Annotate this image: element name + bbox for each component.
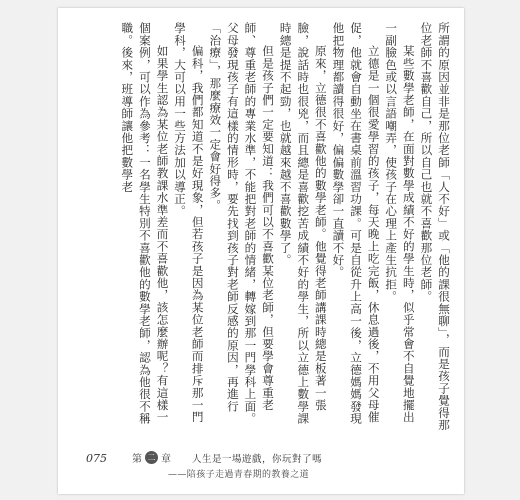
running-subtitle: ——陪孩子走過青春期的教養之道: [168, 470, 310, 480]
paragraph-7: 如果學生認為某位老師教課水準差而不喜歡他，該怎麼辦呢？有這樣一個案例，可以作為參考：一名學生特別不喜歡他的數學老師，認為他很不稱職。後來，班導師讓他把數學老: [120, 22, 170, 425]
paragraph-2: 某些數學老師，在面對數學成績不好的學生時，似乎常會不自覺地擺出一副臉色或以言語嘲弄，使孩子在心理上產生抗拒。: [384, 22, 416, 424]
page-footer: [58, 448, 464, 488]
chapter-prefix: 第: [132, 454, 142, 465]
page-number: 075: [86, 452, 107, 465]
book-page: [58, 8, 464, 494]
paragraph-1: 所謂的原因並非是那位老師「人不好」或「他的課很無聊」，而是孩子覺得那位老師不喜歡自己，所以自己也就不喜歡那位老師。: [419, 22, 451, 431]
chapter-suffix: 章: [161, 454, 171, 465]
chapter-label: [132, 450, 171, 465]
paragraph-3: 立德是一個很愛學習的孩子，每天晚上吃完飯，休息過後，不用父母催促，他就會自動坐在書桌前溫習功課。可是自從升上高一後，立德媽媽發現他把物理都讀得很好，偏偏數學卻一直讀不好。: [331, 22, 381, 425]
paragraph-4: 原來，立德很不喜歡他的數學老師。他覺得老師講課時總是板著一張臉，說話時也很兇，而且總是喜歡挖苦成績不好的學生，所以立德上數學課時總是提不起勁，也就越來越不喜歡數學了。: [278, 22, 328, 425]
chapter-number-badge: 二: [145, 451, 158, 464]
vertical-body-text: [80, 22, 452, 432]
paragraph-6: 偏科，我們都知道不是好現象，但若孩子是因為某位老師而排斥那一門學科，大可以用一些方法加以導正。: [173, 22, 205, 424]
paragraph-5: 但是孩子們一定要知道：我們可以不喜歡某位老師，但要學會尊重老師、尊重老師的專業水準，不能把對老師的情緒，轉嫁到那一門學科上面。父母發現孩子有這樣的情形時，要先找到孩子對老師反感的原因，再進行「治療」，那麼療效一定會好得多。: [208, 22, 276, 425]
running-title: 人生是一場遊戲，你玩對了嗎: [192, 454, 323, 465]
